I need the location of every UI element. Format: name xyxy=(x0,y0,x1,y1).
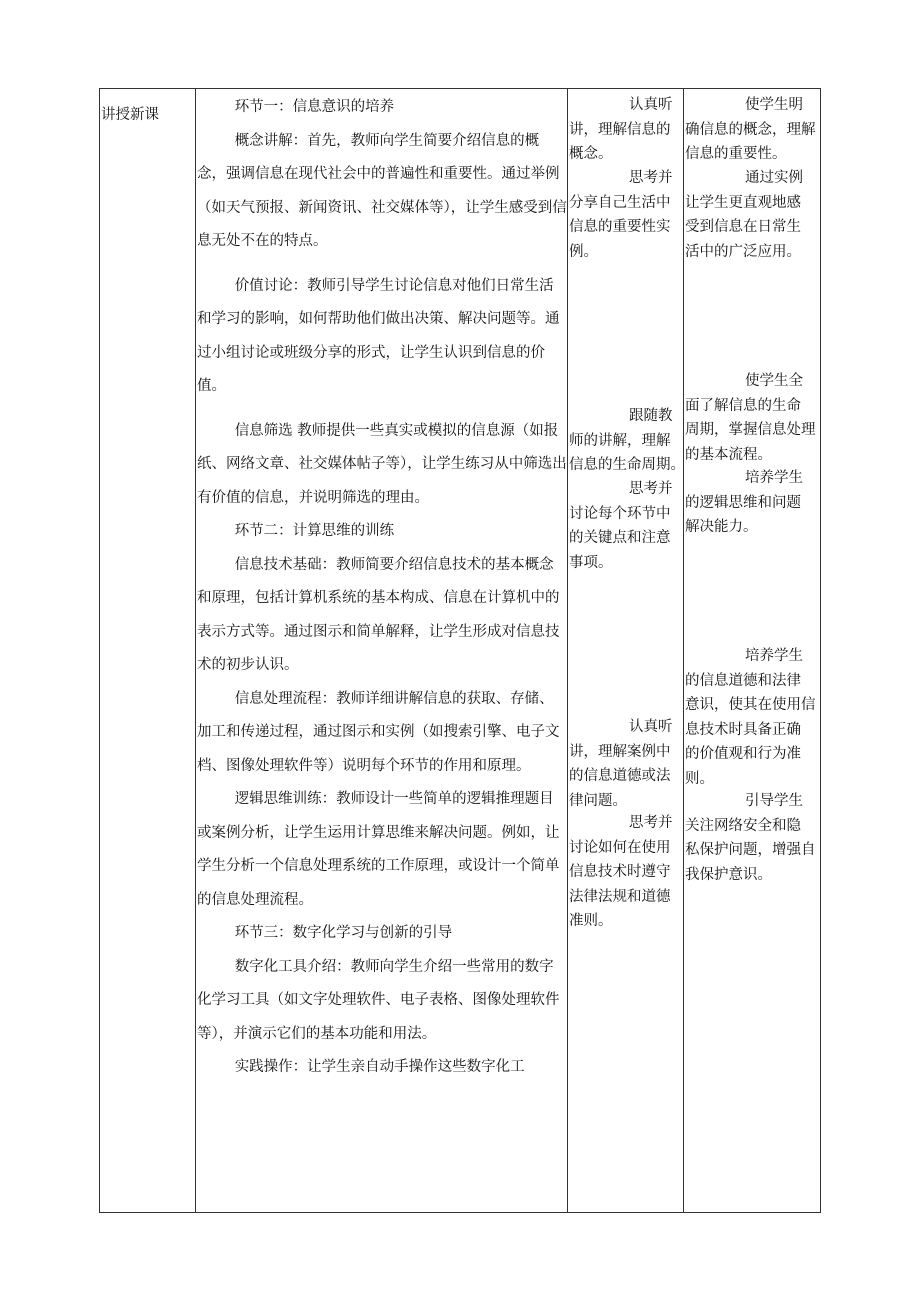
practice-paragraph: 实践操作：让学生亲自动手操作这些数字化工 xyxy=(234,1059,525,1075)
column-divider xyxy=(567,89,568,1212)
text-line: 让学生更直观地感 xyxy=(685,194,801,211)
text-line: 事项。 xyxy=(569,554,613,571)
student-activity-block xyxy=(569,811,683,934)
student-activity-block xyxy=(569,477,683,575)
text-line: 使学生全 xyxy=(745,373,803,389)
text-line: 面了解信息的生命 xyxy=(685,397,801,414)
text-line: 周期，掌握信息处理 xyxy=(685,422,816,438)
text-line: 息技术时具备正确 xyxy=(685,721,801,738)
text-line: 引导学生 xyxy=(745,793,803,809)
row-label-cell xyxy=(101,89,193,124)
stage-one-heading: 环节一：信息意识的培养 xyxy=(234,99,395,115)
text-line: 认真听 xyxy=(629,97,673,113)
design-intent-block xyxy=(685,789,821,887)
column-divider xyxy=(195,89,196,1212)
text-line: 跟随教 xyxy=(629,408,673,424)
concept-explanation-paragraph: 概念讲解：首先，教师向学生简要介绍信息的概念，强调信息在现代社会中的普遍性和重要性。通过举例（如天气预报、新闻资讯、社交媒体等），让学生感受到信息无处不在的特点。 xyxy=(197,132,567,249)
text-line: 的信息道德和法律 xyxy=(685,672,801,689)
text-line: 师的讲解，理解 xyxy=(569,432,671,449)
text-line: 意识，使其在使用信 xyxy=(685,697,816,713)
row-label: 讲授新课 xyxy=(101,107,159,123)
text-line: 信息的重要性。 xyxy=(685,146,787,162)
information-filtering-paragraph: 信息筛选 教师提供一些真实或模拟的信息源（如报纸、网络文章、社交媒体帖子等），让学生练习从中筛选出有价值的信息，并说明筛选的理由。 xyxy=(197,422,567,506)
stage-two-heading: 环节二：计算思维的训练 xyxy=(234,523,395,539)
text-line: 使学生明 xyxy=(745,97,803,113)
text-line: 的基本流程。 xyxy=(685,446,772,463)
text-line: 培养学生 xyxy=(745,648,803,664)
design-intent-block xyxy=(685,644,821,791)
text-line: 思考并 xyxy=(629,481,673,497)
it-basics-paragraph: 信息技术基础：教师简要介绍信息技术的基本概念和原理，包括计算机系统的基本构成、信息在计算机中的表示方式等。通过图示和简单解释，让学生形成对信息技术的初步认识。 xyxy=(197,556,560,673)
digital-tools-paragraph: 数字化工具介绍：教师向学生介绍一些常用的数字化学习工具（如文字处理软件、电子表格、图像处理软件等），并演示它们的基本功能和用法。 xyxy=(197,958,560,1042)
stage-three-heading: 环节三：数字化学习与创新的引导 xyxy=(234,925,453,941)
design-intent-block xyxy=(685,93,821,167)
information-processing-paragraph: 信息处理流程：教师详细讲解信息的获取、存储、加工和传递过程，通过图示和实例（如搜索引擎、电子文档、图像处理软件等）说明每个环节的作用和原理。 xyxy=(197,690,560,774)
text-line: 信息技术时遵守 xyxy=(569,864,671,880)
value-discussion-paragraph: 价值讨论：教师引导学生讨论信息对他们日常生活和学习的影响，如何帮助他们做出决策、解决问题等。通过小组讨论或班级分享的形式，让学生认识到信息的价值。 xyxy=(197,277,560,394)
design-intent-block xyxy=(685,166,821,264)
logical-thinking-paragraph: 逻辑思维训练：教师设计一些简单的逻辑推理题目或案例分析，让学生运用计算思维来解决问题。例如，让学生分析一个信息处理系统的工作原理，或设计一个简单的信息处理流程。 xyxy=(197,791,560,908)
text-line: 受到信息在日常生 xyxy=(685,219,801,235)
design-intent-block xyxy=(685,369,821,467)
text-line: 律问题。 xyxy=(569,792,627,809)
text-line: 通过实例 xyxy=(745,170,803,186)
text-line: 思考并 xyxy=(629,170,673,186)
text-line: 法律法规和道德 xyxy=(569,888,671,905)
text-line: 的价值观和行为准 xyxy=(685,746,801,762)
text-line: 信息的生命周期。 xyxy=(569,457,685,473)
student-activity-block xyxy=(569,715,683,813)
text-line: 分享自己生活中 xyxy=(569,194,671,211)
text-line: 的信息道德或法 xyxy=(569,768,671,784)
text-line: 活中的广泛应用。 xyxy=(685,243,801,260)
text-line: 的关键点和注意 xyxy=(569,530,671,546)
text-line: 认真听 xyxy=(629,719,673,735)
student-activity-block xyxy=(569,404,685,478)
column-divider xyxy=(683,89,684,1212)
text-line: 私保护问题，增强自 xyxy=(685,842,816,858)
student-activity-block xyxy=(569,93,683,167)
design-intent-block xyxy=(685,466,821,540)
text-line: 讲，理解案例中 xyxy=(569,743,671,760)
text-line: 解决能力。 xyxy=(685,519,758,535)
teaching-content-cell xyxy=(197,89,567,1085)
text-line: 讨论如何在使用 xyxy=(569,839,671,856)
student-activity-block xyxy=(569,166,683,264)
text-line: 确信息的概念，理解 xyxy=(685,121,816,138)
text-line: 的逻辑思维和问题 xyxy=(685,494,801,511)
text-line: 我保护意识。 xyxy=(685,866,772,883)
lesson-plan-table xyxy=(99,88,821,1213)
text-line: 关注网络安全和隐 xyxy=(685,817,801,834)
text-line: 培养学生 xyxy=(745,470,803,486)
text-line: 信息的重要性实 xyxy=(569,219,671,235)
text-line: 思考并 xyxy=(629,815,673,831)
text-line: 概念。 xyxy=(569,146,613,162)
text-line: 准则。 xyxy=(569,913,613,929)
text-line: 例。 xyxy=(569,243,598,260)
text-line: 讨论每个环节中 xyxy=(569,505,671,522)
text-line: 则。 xyxy=(685,770,714,787)
text-line: 讲，理解信息的 xyxy=(569,121,671,138)
